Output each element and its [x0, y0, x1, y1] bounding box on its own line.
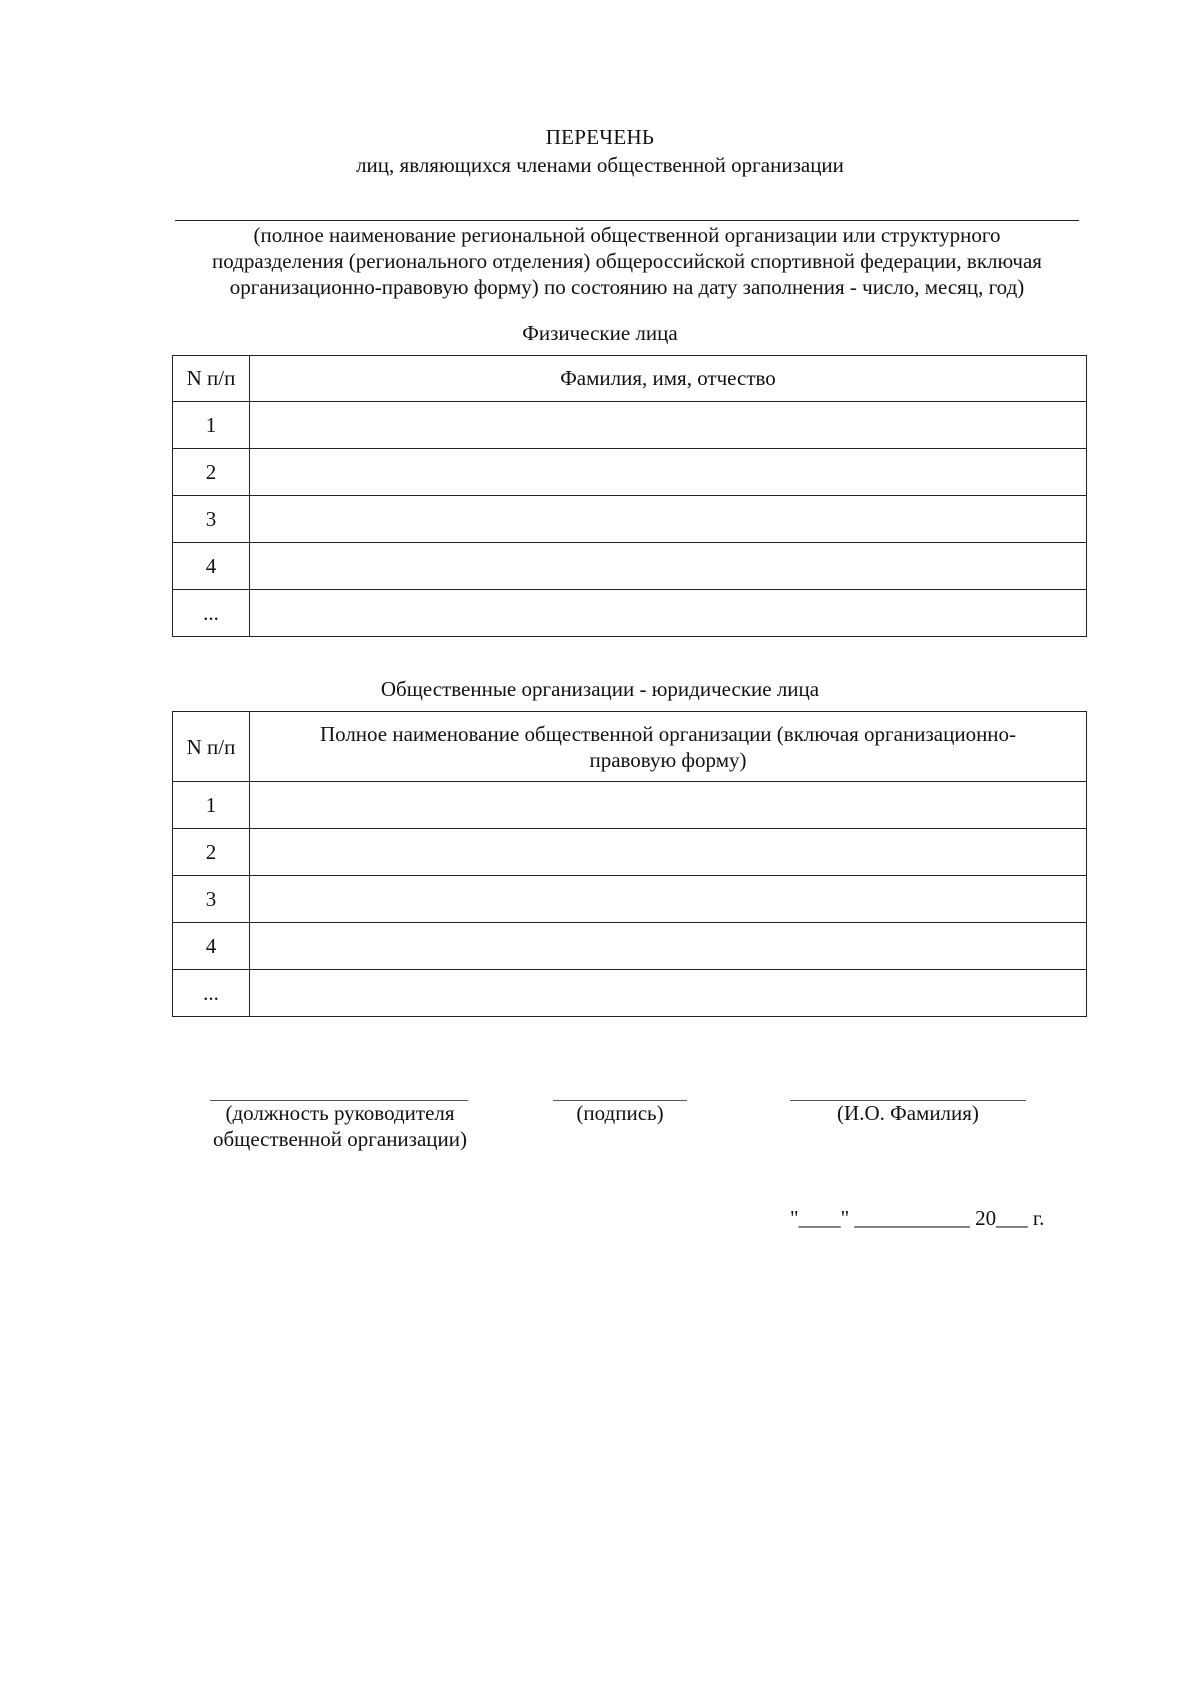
- table-header-row: [173, 712, 1087, 782]
- row-number: 1: [173, 402, 250, 449]
- row-number: 3: [173, 496, 250, 543]
- caption-line: организационно-правовую форму) по состоянию на дату заполнения - число, месяц, год): [229, 275, 1025, 299]
- row-number: ...: [173, 590, 250, 637]
- full-name-cell[interactable]: [250, 402, 1087, 449]
- document-subtitle: лиц, являющихся членами общественной организации: [356, 153, 844, 177]
- name-caption: (И.О. Фамилия): [837, 1101, 979, 1125]
- full-name-cell[interactable]: [250, 590, 1087, 637]
- caption-line: (должность руководителя: [225, 1101, 455, 1125]
- row-number: 4: [173, 923, 250, 970]
- row-number: 2: [173, 449, 250, 496]
- full-name-cell[interactable]: [250, 449, 1087, 496]
- document-title: ПЕРЕЧЕНЬ: [545, 125, 655, 149]
- caption-line: (полное наименование региональной общественной организации или структурного: [253, 223, 1001, 247]
- organization-name-cell[interactable]: [250, 923, 1087, 970]
- column-header-number: N п/п: [173, 356, 250, 402]
- column-header-organization-name: [250, 712, 1087, 782]
- column-header-number: N п/п: [173, 712, 250, 782]
- signature-caption: (подпись): [576, 1101, 664, 1125]
- table-row: [173, 496, 1087, 543]
- organizations-section-title: Общественные организации - юридические лица: [380, 677, 820, 701]
- organization-name-line: [175, 220, 1079, 221]
- table-row: [173, 449, 1087, 496]
- organization-name-cell[interactable]: [250, 782, 1087, 829]
- table-row: [173, 923, 1087, 970]
- header-line: правовую форму): [589, 747, 747, 772]
- table-row: [173, 590, 1087, 637]
- table-row: [173, 402, 1087, 449]
- row-number: 4: [173, 543, 250, 590]
- position-caption: [190, 1100, 490, 1152]
- caption-line: подразделения (регионального отделения) общероссийской спортивной федерации, включая: [212, 249, 1042, 273]
- individuals-section-title: Физические лица: [522, 321, 678, 345]
- table-row: [173, 543, 1087, 590]
- caption-line: общественной организации): [212, 1127, 467, 1151]
- table-row: [173, 782, 1087, 829]
- individuals-table: [172, 355, 1087, 637]
- organization-name-cell[interactable]: [250, 876, 1087, 923]
- full-name-cell[interactable]: [250, 543, 1087, 590]
- organization-name-cell[interactable]: [250, 829, 1087, 876]
- table-row: [173, 876, 1087, 923]
- full-name-cell[interactable]: [250, 496, 1087, 543]
- row-number: 1: [173, 782, 250, 829]
- organization-name-cell[interactable]: [250, 970, 1087, 1017]
- date-field[interactable]: "____" ___________ 20___ г.: [790, 1206, 1045, 1230]
- row-number: 3: [173, 876, 250, 923]
- table-row: [173, 970, 1087, 1017]
- header-line: Полное наименование общественной организации (включая организационно-: [319, 721, 1017, 746]
- organizations-table: [172, 711, 1087, 1017]
- organization-name-caption: [175, 222, 1079, 300]
- table-header-row: [173, 356, 1087, 402]
- row-number: 2: [173, 829, 250, 876]
- column-header-full-name: Фамилия, имя, отчество: [250, 356, 1087, 402]
- table-row: [173, 829, 1087, 876]
- row-number: ...: [173, 970, 250, 1017]
